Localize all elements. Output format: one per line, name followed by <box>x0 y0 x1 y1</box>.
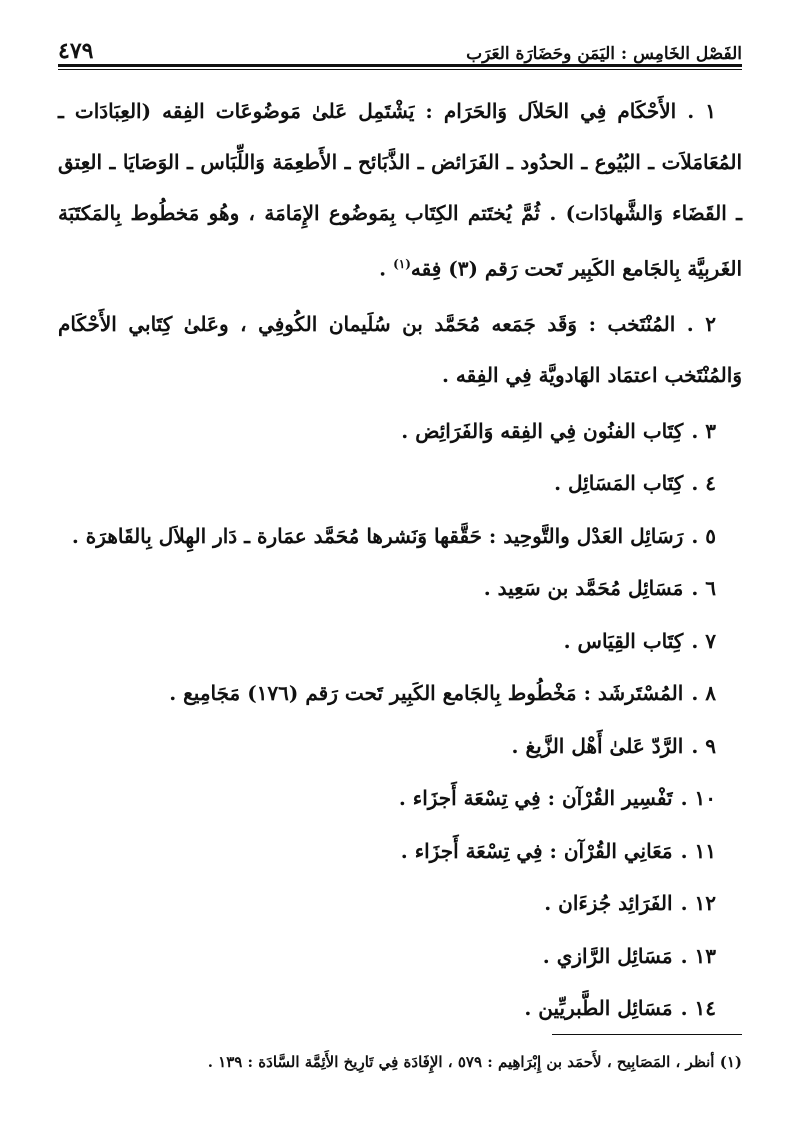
list-item-number: ١٠ . <box>680 786 716 811</box>
list-item <box>58 615 742 668</box>
list-item <box>58 405 742 458</box>
header-rule-thick <box>58 64 742 67</box>
list-item-text: الرَّدّ عَلىٰ أَهْل الزَّيغ . <box>511 733 684 758</box>
paragraph-item-2 <box>58 299 742 401</box>
list-item-text: مَعَانِي القُرْآن : فِي تِسْعَة أَجزَاء . <box>400 838 673 863</box>
footnote-text: أنظر ، المَصَابِيح ، لأَحمَد بن إِبْرَاهِيم : ٥٧٩ ، الإِفَادَة فِي تَارِيخ الأَئِمَّة السَّادَة : ١٣٩ . <box>207 1053 715 1071</box>
paragraph-end: . <box>379 256 394 281</box>
list-item-number: ٣ . <box>691 418 716 443</box>
running-header <box>58 34 742 64</box>
list-item-text: الفَرَائِد جُزءَان . <box>544 891 673 916</box>
paragraph-text: ٢ . المُنْتَخب : وَقَد جَمَعه مُحَمَّد بن سُلَيمان الكُوفِي ، وعَلىٰ كِتَابي الأَحْكَام وَالمُنْتَخب اعتمَاد الهَادويَّة فِي الفِقه . <box>58 311 742 387</box>
list-item-text: رَسَائِل العَدْل والتَّوحِيد : حَقَّقها وَنَشرها مُحَمَّد عمَارة ـ دَار الهِلاَل بِالقَاهرَة . <box>71 523 684 548</box>
list-item <box>58 772 742 825</box>
list-item-number: ١٤ . <box>680 996 716 1021</box>
paragraph-item-1 <box>58 86 742 295</box>
footnote <box>58 1050 742 1074</box>
list-item <box>58 825 742 878</box>
list-item-text: كِتَاب المَسَائِل . <box>554 471 684 496</box>
list-item-number: ١٢ . <box>680 891 716 916</box>
list-item-number: ١١ . <box>680 838 716 863</box>
page-number: ٤٧٩ <box>58 38 94 64</box>
list-item-text: مَسَائِل الرَّازي . <box>542 943 673 968</box>
list-item-number: ٦ . <box>691 576 716 601</box>
list-item-text: كِتَاب الفنُون فِي الفِقه وَالفَرَائِض . <box>401 418 684 443</box>
list-item <box>58 720 742 773</box>
list-item-number: ٥ . <box>691 523 716 548</box>
list-item <box>58 877 742 930</box>
list-item-number: ٨ . <box>691 681 716 706</box>
list-item-number: ٤ . <box>691 471 716 496</box>
list-item-number: ١٣ . <box>680 943 716 968</box>
footnote-marker: (١) <box>719 1053 742 1071</box>
list-item-text: مَسَائِل مُحَمَّد بن سَعِيد . <box>483 576 684 601</box>
list-item-number: ٩ . <box>691 733 716 758</box>
paragraph-text: ١ . الأَحْكَام فِي الحَلاَل وَالحَرَام : يَشْتَمِل عَلىٰ مَوضُوعَات الفِقه (العِبَادَات ـ المُعَامَلاَت ـ البُيُوع ـ الحدُود ـ الفَرَائض ـ الذَّبَائح ـ الأَطعِمَة وَاللِّبَاس ـ الوَصَايَا ـ العِتق ـ القَضَاء وَالشَّهادَات) . ثُمَّ يُختَتم الكِتَاب بِمَوضُوع الإِمَامَة ، وهُو مَخطُوط بِالمَكتَبَة الغَربِيَّة بِالجَامع الكَبِير تَحت رَقم (٣) فِقه <box>58 99 742 281</box>
list-item-text: تَفْسِير القُرْآن : فِي تِسْعَة أَجزَاء . <box>398 786 673 811</box>
footnote-reference: (١) <box>393 257 411 271</box>
footnote-separator <box>552 1034 742 1035</box>
list-item-text: المُسْتَرشَد : مَخْطُوط بِالجَامع الكَبِير تَحت رَقم (١٧٦) مَجَامِيع . <box>169 681 684 706</box>
list-item <box>58 457 742 510</box>
list-item <box>58 982 742 1035</box>
main-text <box>58 86 742 1035</box>
list-item <box>58 562 742 615</box>
list-item-text: كِتَاب القِيَاس . <box>563 628 684 653</box>
header-rule-thin <box>58 69 742 70</box>
list-item <box>58 510 742 563</box>
list-item <box>58 667 742 720</box>
list-item-number: ٧ . <box>691 628 716 653</box>
list-item <box>58 930 742 983</box>
chapter-title: الفَصْل الخَامِس : اليَمَن وحَضَارَة العَرَب <box>466 44 742 64</box>
list-item-text: مَسَائِل الطَّبريِّين . <box>524 996 673 1021</box>
